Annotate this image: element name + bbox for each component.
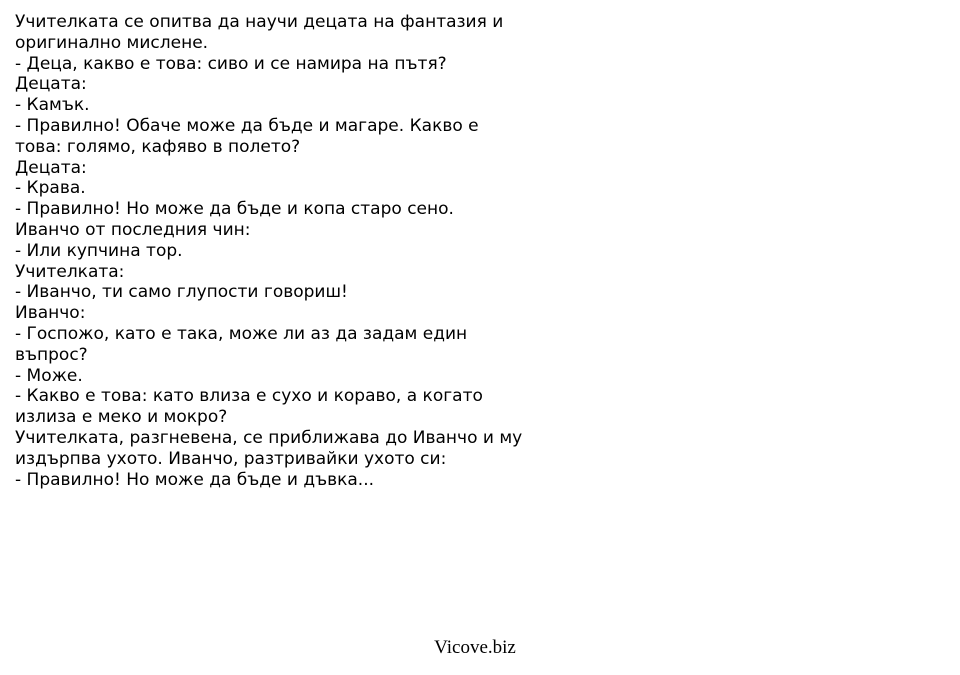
joke-line: - Може. <box>15 365 83 386</box>
joke-line: Учителката: <box>15 261 125 282</box>
joke-line: издърпва ухото. Иванчо, разтривайки ухото си: <box>15 448 447 469</box>
joke-line: Децата: <box>15 157 87 178</box>
joke-line: Учителката, разгневена, се приближава до Иванчо и му <box>15 427 523 448</box>
joke-line: Децата: <box>15 74 87 95</box>
joke-line: Иванчо от последния чин: <box>15 219 251 240</box>
joke-line: - Камък. <box>15 95 90 116</box>
joke-line: - Правилно! Но може да бъде и копа старо сено. <box>15 199 454 220</box>
joke-line: Учителката се опитва да научи децата на фантазия и <box>15 12 504 32</box>
joke-line: - Иванчо, ти само глупости говориш! <box>15 282 348 303</box>
joke-line: - Правилно! Но може да бъде и дъвка... <box>15 469 375 490</box>
joke-line: излиза е меко и мокро? <box>15 407 228 428</box>
joke-line: - Правилно! Обаче може да бъде и магаре. Какво е <box>15 115 479 136</box>
joke-line: - Или купчина тор. <box>15 240 183 261</box>
joke-line: - Деца, какво е това: сиво и се намира на пътя? <box>15 53 447 74</box>
joke-line: - Крава. <box>15 178 86 199</box>
joke-line: - Какво е това: като влиза е сухо и кораво, а когато <box>15 386 483 407</box>
joke-line: Иванчо: <box>15 303 86 324</box>
joke-line: - Госпожо, като е така, може ли аз да задам един <box>15 323 468 344</box>
joke-line: оригинално мислене. <box>15 32 209 53</box>
joke-line: това: голямо, кафяво в полето? <box>15 136 301 157</box>
site-watermark: Vicove.biz <box>434 637 516 658</box>
joke-line: въпрос? <box>15 344 88 365</box>
joke-text <box>15 12 575 490</box>
